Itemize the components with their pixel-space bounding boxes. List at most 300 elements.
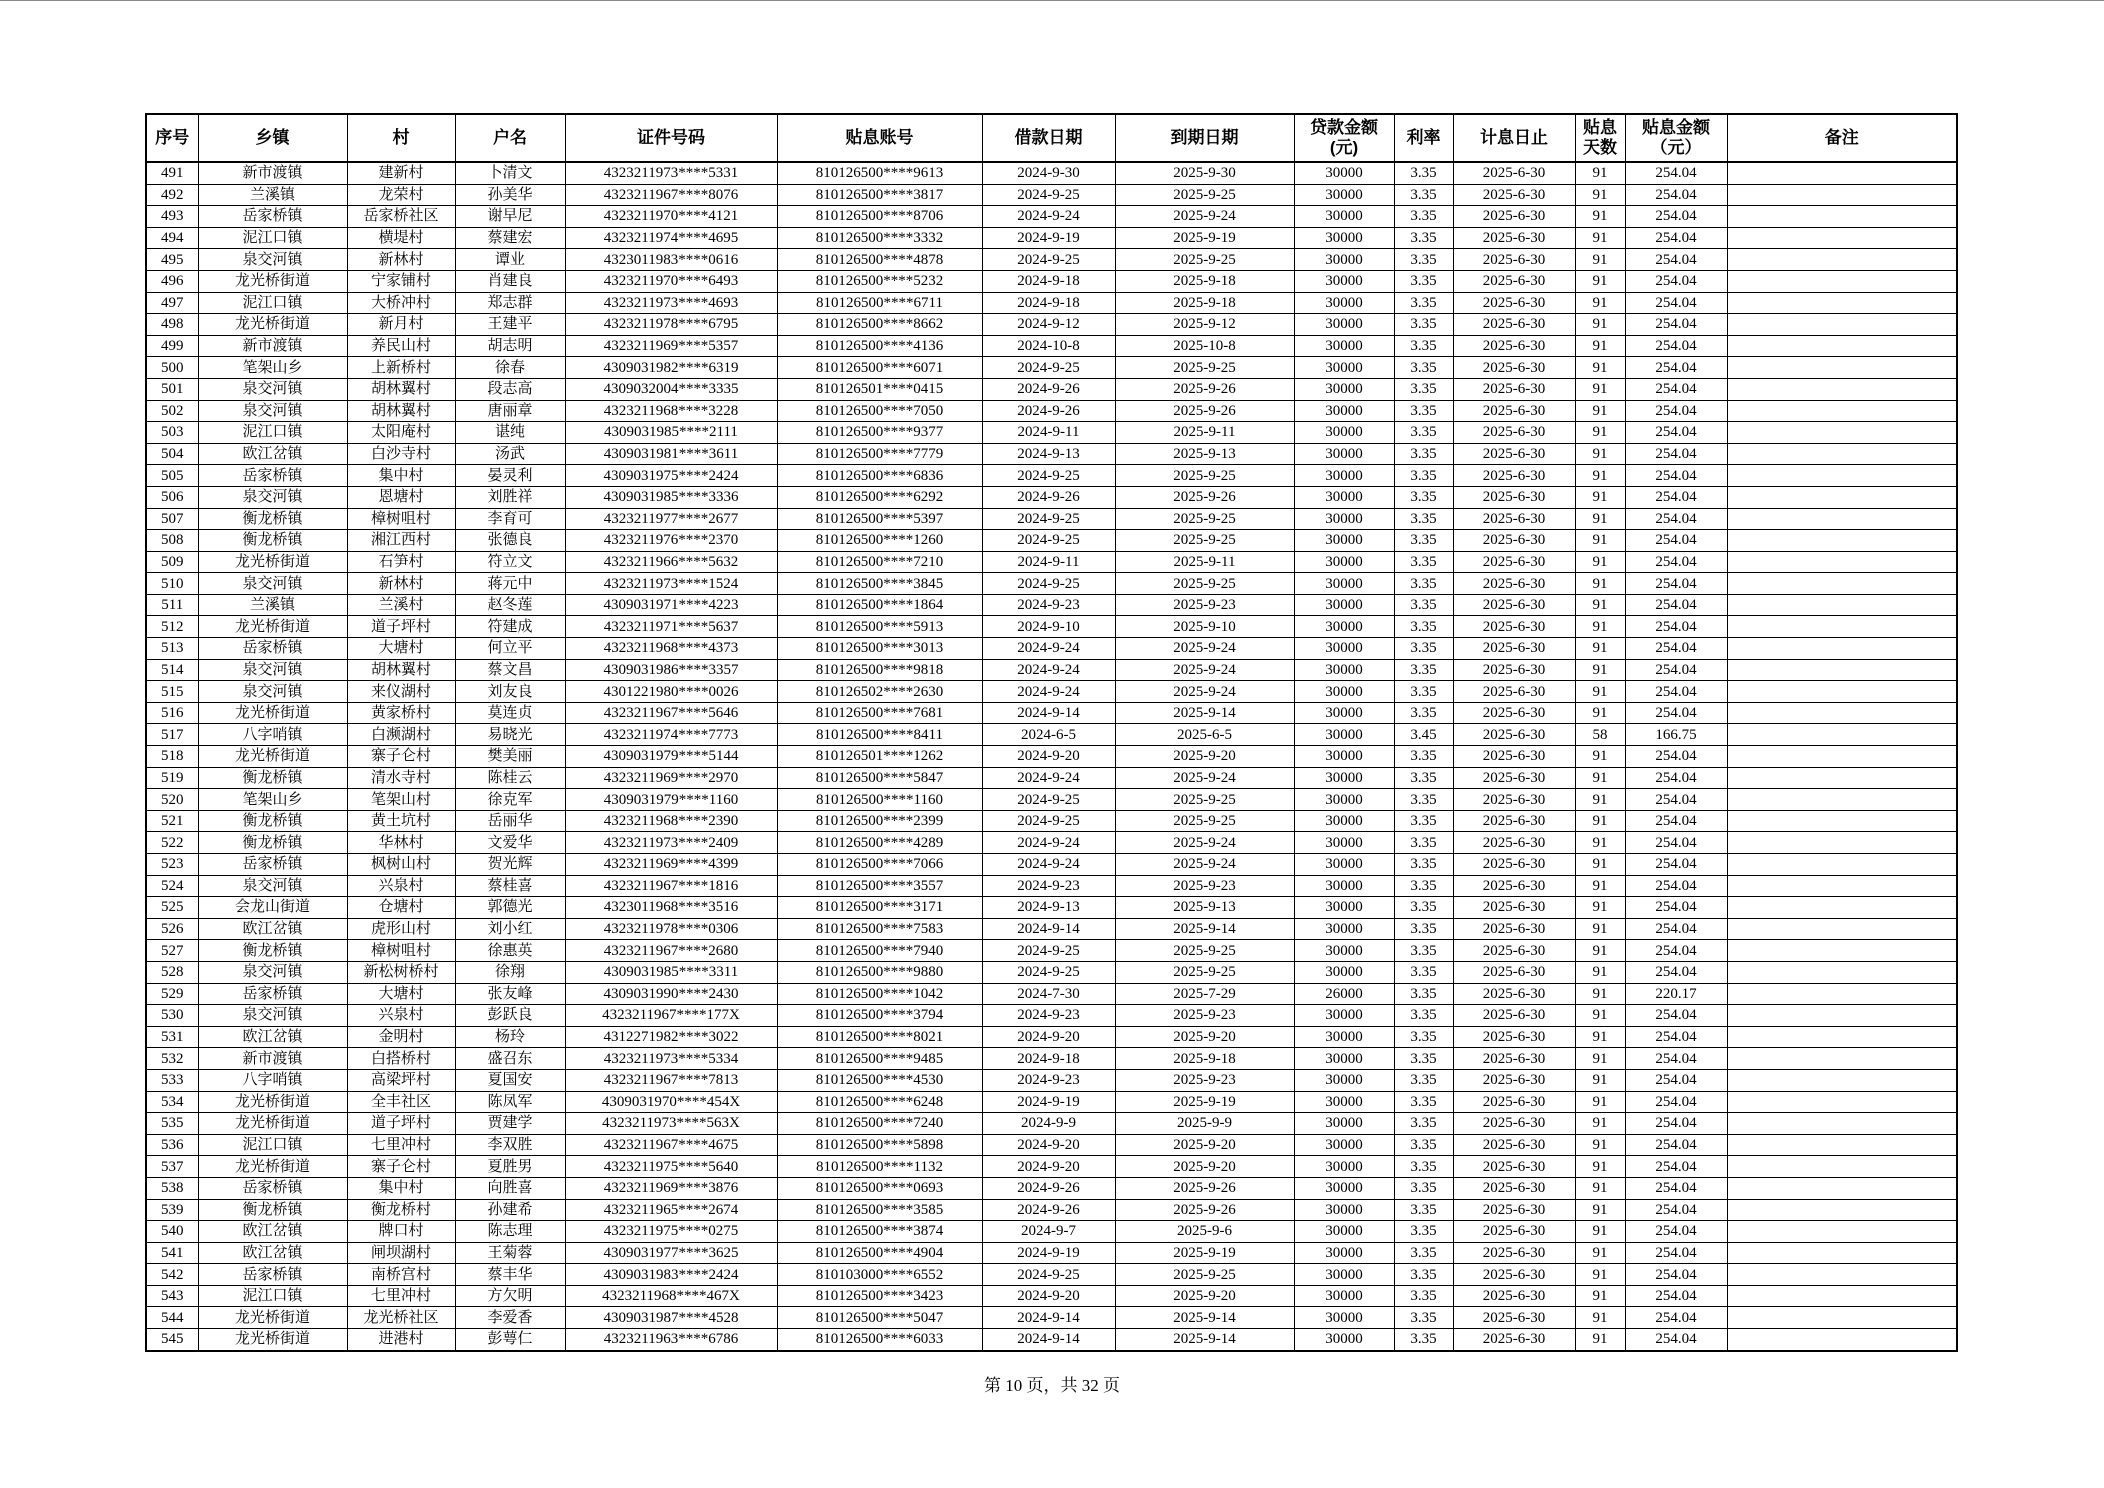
cell-town: 岳家桥镇 <box>198 1264 347 1286</box>
cell-village: 金明村 <box>347 1026 455 1048</box>
table-row <box>146 961 1957 983</box>
table-row <box>146 422 1957 444</box>
cell-index: 517 <box>146 724 198 746</box>
cell-rate: 3.35 <box>1394 162 1453 184</box>
cell-id-number: 4309031985****3336 <box>565 486 777 508</box>
cell-village: 兴泉村 <box>347 1005 455 1027</box>
cell-id-number: 4323211967****4675 <box>565 1134 777 1156</box>
cell-due-date: 2025-9-19 <box>1115 227 1294 249</box>
cell-subsidy-amount: 254.04 <box>1625 897 1727 919</box>
cell-loan-date: 2024-9-12 <box>982 314 1115 336</box>
cell-subsidy-days: 91 <box>1575 227 1625 249</box>
cell-rate: 3.35 <box>1394 443 1453 465</box>
cell-remark <box>1727 1285 1957 1307</box>
cell-loan-date: 2024-9-23 <box>982 594 1115 616</box>
cell-household-name: 郭德光 <box>455 897 565 919</box>
cell-household-name: 蒋元中 <box>455 573 565 595</box>
cell-loan-date: 2024-9-24 <box>982 854 1115 876</box>
table-row <box>146 206 1957 228</box>
cell-household-name: 张德良 <box>455 530 565 552</box>
cell-index: 491 <box>146 162 198 184</box>
cell-village: 湘江西村 <box>347 530 455 552</box>
cell-town: 岳家桥镇 <box>198 206 347 228</box>
cell-loan-date: 2024-9-19 <box>982 227 1115 249</box>
cell-loan-amount: 30000 <box>1294 378 1394 400</box>
cell-index: 525 <box>146 897 198 919</box>
cell-subsidy-days: 91 <box>1575 940 1625 962</box>
cell-interest-end-date: 2025-6-30 <box>1453 1091 1575 1113</box>
cell-subsidy-account: 810126500****5913 <box>777 616 982 638</box>
cell-subsidy-amount: 254.04 <box>1625 961 1727 983</box>
cell-rate: 3.35 <box>1394 508 1453 530</box>
cell-id-number: 4309031977****3625 <box>565 1242 777 1264</box>
cell-rate: 3.35 <box>1394 1048 1453 1070</box>
cell-remark <box>1727 1026 1957 1048</box>
cell-subsidy-amount: 254.04 <box>1625 1026 1727 1048</box>
cell-loan-amount: 30000 <box>1294 270 1394 292</box>
cell-id-number: 4323211967****2680 <box>565 940 777 962</box>
cell-id-number: 4323011983****0616 <box>565 249 777 271</box>
cell-subsidy-amount: 254.04 <box>1625 206 1727 228</box>
cell-town: 泥江口镇 <box>198 292 347 314</box>
cell-subsidy-amount: 254.04 <box>1625 854 1727 876</box>
cell-subsidy-amount: 254.04 <box>1625 681 1727 703</box>
cell-id-number: 4323211978****6795 <box>565 314 777 336</box>
cell-due-date: 2025-9-9 <box>1115 1113 1294 1135</box>
cell-subsidy-amount: 254.04 <box>1625 767 1727 789</box>
cell-id-number: 4323211971****5637 <box>565 616 777 638</box>
cell-remark <box>1727 486 1957 508</box>
cell-loan-date: 2024-9-23 <box>982 875 1115 897</box>
cell-due-date: 2025-9-18 <box>1115 1048 1294 1070</box>
cell-rate: 3.35 <box>1394 335 1453 357</box>
cell-subsidy-amount: 254.04 <box>1625 1199 1727 1221</box>
cell-village: 大塘村 <box>347 983 455 1005</box>
cell-subsidy-account: 810126500****9880 <box>777 961 982 983</box>
cell-due-date: 2025-9-11 <box>1115 551 1294 573</box>
cell-due-date: 2025-9-23 <box>1115 1005 1294 1027</box>
cell-index: 509 <box>146 551 198 573</box>
cell-subsidy-amount: 220.17 <box>1625 983 1727 1005</box>
cell-subsidy-amount: 254.04 <box>1625 918 1727 940</box>
cell-town: 龙光桥街道 <box>198 314 347 336</box>
cell-village: 七里冲村 <box>347 1134 455 1156</box>
cell-village: 兰溪村 <box>347 594 455 616</box>
cell-index: 508 <box>146 530 198 552</box>
cell-index: 499 <box>146 335 198 357</box>
cell-index: 501 <box>146 378 198 400</box>
header-subsidy-days: 贴息 天数 <box>1575 114 1625 162</box>
cell-subsidy-days: 91 <box>1575 206 1625 228</box>
cell-subsidy-days: 91 <box>1575 400 1625 422</box>
cell-subsidy-amount: 254.04 <box>1625 594 1727 616</box>
cell-rate: 3.35 <box>1394 897 1453 919</box>
cell-town: 兰溪镇 <box>198 594 347 616</box>
cell-subsidy-days: 91 <box>1575 1048 1625 1070</box>
cell-interest-end-date: 2025-6-30 <box>1453 616 1575 638</box>
table-row <box>146 1134 1957 1156</box>
cell-id-number: 4323211975****0275 <box>565 1221 777 1243</box>
cell-village: 闸坝湖村 <box>347 1242 455 1264</box>
cell-id-number: 4323211967****5646 <box>565 702 777 724</box>
cell-town: 龙光桥街道 <box>198 1113 347 1135</box>
cell-town: 衡龙桥镇 <box>198 767 347 789</box>
cell-interest-end-date: 2025-6-30 <box>1453 1242 1575 1264</box>
cell-subsidy-amount: 254.04 <box>1625 249 1727 271</box>
cell-loan-amount: 30000 <box>1294 832 1394 854</box>
table-row <box>146 573 1957 595</box>
table-row <box>146 638 1957 660</box>
cell-remark <box>1727 1005 1957 1027</box>
cell-index: 541 <box>146 1242 198 1264</box>
cell-village: 虎形山村 <box>347 918 455 940</box>
cell-id-number: 4323211977****2677 <box>565 508 777 530</box>
cell-due-date: 2025-9-26 <box>1115 400 1294 422</box>
cell-household-name: 赵冬莲 <box>455 594 565 616</box>
cell-loan-amount: 30000 <box>1294 443 1394 465</box>
cell-town: 泉交河镇 <box>198 1005 347 1027</box>
cell-subsidy-amount: 254.04 <box>1625 508 1727 530</box>
header-row <box>146 114 1957 162</box>
cell-due-date: 2025-9-20 <box>1115 1134 1294 1156</box>
cell-household-name: 夏国安 <box>455 1069 565 1091</box>
cell-remark <box>1727 702 1957 724</box>
cell-subsidy-account: 810126500****9818 <box>777 659 982 681</box>
cell-loan-amount: 30000 <box>1294 465 1394 487</box>
cell-id-number: 4323211968****3228 <box>565 400 777 422</box>
cell-loan-date: 2024-9-25 <box>982 961 1115 983</box>
cell-rate: 3.35 <box>1394 1134 1453 1156</box>
cell-remark <box>1727 1329 1957 1351</box>
cell-household-name: 唐丽章 <box>455 400 565 422</box>
cell-due-date: 2025-9-25 <box>1115 789 1294 811</box>
cell-household-name: 陈凤军 <box>455 1091 565 1113</box>
table-row <box>146 1048 1957 1070</box>
cell-loan-amount: 30000 <box>1294 1285 1394 1307</box>
cell-interest-end-date: 2025-6-30 <box>1453 1199 1575 1221</box>
cell-remark <box>1727 1199 1957 1221</box>
cell-id-number: 4309031979****5144 <box>565 746 777 768</box>
table-row <box>146 746 1957 768</box>
cell-subsidy-account: 810126500****1260 <box>777 530 982 552</box>
cell-index: 503 <box>146 422 198 444</box>
cell-index: 542 <box>146 1264 198 1286</box>
cell-subsidy-days: 91 <box>1575 508 1625 530</box>
cell-rate: 3.35 <box>1394 249 1453 271</box>
cell-village: 新林村 <box>347 573 455 595</box>
cell-id-number: 4323211969****3876 <box>565 1177 777 1199</box>
cell-rate: 3.35 <box>1394 1026 1453 1048</box>
cell-id-number: 4309031981****3611 <box>565 443 777 465</box>
cell-household-name: 张友峰 <box>455 983 565 1005</box>
cell-town: 衡龙桥镇 <box>198 810 347 832</box>
cell-interest-end-date: 2025-6-30 <box>1453 292 1575 314</box>
cell-subsidy-days: 91 <box>1575 810 1625 832</box>
cell-loan-date: 2024-9-25 <box>982 789 1115 811</box>
cell-loan-amount: 30000 <box>1294 594 1394 616</box>
cell-town: 岳家桥镇 <box>198 854 347 876</box>
cell-subsidy-amount: 254.04 <box>1625 465 1727 487</box>
cell-household-name: 岳丽华 <box>455 810 565 832</box>
cell-loan-amount: 30000 <box>1294 789 1394 811</box>
cell-village: 黄家桥村 <box>347 702 455 724</box>
cell-rate: 3.35 <box>1394 270 1453 292</box>
cell-loan-amount: 30000 <box>1294 530 1394 552</box>
cell-subsidy-amount: 166.75 <box>1625 724 1727 746</box>
cell-subsidy-amount: 254.04 <box>1625 875 1727 897</box>
cell-village: 清水寺村 <box>347 767 455 789</box>
cell-rate: 3.35 <box>1394 573 1453 595</box>
cell-subsidy-account: 810126500****9485 <box>777 1048 982 1070</box>
cell-subsidy-account: 810126500****8662 <box>777 314 982 336</box>
cell-interest-end-date: 2025-6-30 <box>1453 551 1575 573</box>
cell-town: 新市渡镇 <box>198 1048 347 1070</box>
cell-loan-date: 2024-9-9 <box>982 1113 1115 1135</box>
cell-subsidy-account: 810126500****7681 <box>777 702 982 724</box>
cell-household-name: 徐惠英 <box>455 940 565 962</box>
cell-subsidy-amount: 254.04 <box>1625 551 1727 573</box>
cell-subsidy-days: 91 <box>1575 1177 1625 1199</box>
cell-id-number: 4323211973****4693 <box>565 292 777 314</box>
cell-loan-amount: 30000 <box>1294 616 1394 638</box>
header-rate: 利率 <box>1394 114 1453 162</box>
cell-loan-amount: 30000 <box>1294 767 1394 789</box>
cell-household-name: 肖建良 <box>455 270 565 292</box>
cell-due-date: 2025-9-14 <box>1115 702 1294 724</box>
table-row <box>146 1221 1957 1243</box>
table-row <box>146 1005 1957 1027</box>
cell-subsidy-days: 91 <box>1575 1242 1625 1264</box>
cell-index: 504 <box>146 443 198 465</box>
cell-remark <box>1727 724 1957 746</box>
table-row <box>146 616 1957 638</box>
cell-index: 539 <box>146 1199 198 1221</box>
cell-rate: 3.35 <box>1394 1005 1453 1027</box>
cell-rate: 3.35 <box>1394 940 1453 962</box>
cell-subsidy-account: 810126500****7066 <box>777 854 982 876</box>
cell-subsidy-days: 91 <box>1575 659 1625 681</box>
cell-loan-date: 2024-9-26 <box>982 486 1115 508</box>
header-town: 乡镇 <box>198 114 347 162</box>
cell-village: 胡林翼村 <box>347 659 455 681</box>
cell-subsidy-account: 810126500****7210 <box>777 551 982 573</box>
cell-index: 530 <box>146 1005 198 1027</box>
cell-interest-end-date: 2025-6-30 <box>1453 1307 1575 1329</box>
cell-subsidy-amount: 254.04 <box>1625 335 1727 357</box>
cell-index: 522 <box>146 832 198 854</box>
cell-rate: 3.35 <box>1394 486 1453 508</box>
table-row <box>146 443 1957 465</box>
cell-town: 泥江口镇 <box>198 1134 347 1156</box>
cell-rate: 3.35 <box>1394 1221 1453 1243</box>
cell-loan-amount: 30000 <box>1294 335 1394 357</box>
cell-loan-date: 2024-9-18 <box>982 292 1115 314</box>
cell-interest-end-date: 2025-6-30 <box>1453 810 1575 832</box>
cell-remark <box>1727 1048 1957 1070</box>
cell-loan-amount: 30000 <box>1294 875 1394 897</box>
cell-subsidy-days: 91 <box>1575 551 1625 573</box>
cell-subsidy-amount: 254.04 <box>1625 702 1727 724</box>
cell-loan-date: 2024-9-23 <box>982 1069 1115 1091</box>
cell-loan-amount: 30000 <box>1294 486 1394 508</box>
cell-due-date: 2025-10-8 <box>1115 335 1294 357</box>
cell-subsidy-days: 91 <box>1575 1221 1625 1243</box>
cell-index: 520 <box>146 789 198 811</box>
cell-rate: 3.35 <box>1394 1177 1453 1199</box>
cell-loan-amount: 30000 <box>1294 1329 1394 1351</box>
cell-village: 樟树咀村 <box>347 508 455 530</box>
cell-interest-end-date: 2025-6-30 <box>1453 594 1575 616</box>
cell-subsidy-account: 810126500****0693 <box>777 1177 982 1199</box>
cell-loan-amount: 30000 <box>1294 206 1394 228</box>
cell-loan-amount: 30000 <box>1294 918 1394 940</box>
cell-subsidy-account: 810126500****4530 <box>777 1069 982 1091</box>
cell-interest-end-date: 2025-6-30 <box>1453 378 1575 400</box>
cell-town: 新市渡镇 <box>198 335 347 357</box>
cell-loan-amount: 30000 <box>1294 1005 1394 1027</box>
cell-subsidy-days: 91 <box>1575 573 1625 595</box>
cell-interest-end-date: 2025-6-30 <box>1453 832 1575 854</box>
cell-interest-end-date: 2025-6-30 <box>1453 961 1575 983</box>
cell-rate: 3.35 <box>1394 184 1453 206</box>
cell-town: 泉交河镇 <box>198 961 347 983</box>
cell-due-date: 2025-9-24 <box>1115 832 1294 854</box>
table-row <box>146 378 1957 400</box>
cell-subsidy-account: 810126500****5047 <box>777 1307 982 1329</box>
cell-subsidy-account: 810126500****1160 <box>777 789 982 811</box>
cell-loan-amount: 30000 <box>1294 1264 1394 1286</box>
cell-due-date: 2025-9-24 <box>1115 854 1294 876</box>
cell-subsidy-amount: 254.04 <box>1625 940 1727 962</box>
cell-rate: 3.35 <box>1394 1285 1453 1307</box>
cell-village: 养民山村 <box>347 335 455 357</box>
cell-due-date: 2025-9-25 <box>1115 573 1294 595</box>
cell-loan-amount: 30000 <box>1294 1113 1394 1135</box>
cell-village: 集中村 <box>347 465 455 487</box>
cell-rate: 3.35 <box>1394 227 1453 249</box>
cell-loan-date: 2024-9-25 <box>982 357 1115 379</box>
cell-id-number: 4323211975****5640 <box>565 1156 777 1178</box>
cell-index: 500 <box>146 357 198 379</box>
table-row <box>146 1177 1957 1199</box>
cell-household-name: 陈志理 <box>455 1221 565 1243</box>
cell-remark <box>1727 400 1957 422</box>
cell-id-number: 4309031990****2430 <box>565 983 777 1005</box>
cell-village: 华林村 <box>347 832 455 854</box>
cell-loan-amount: 30000 <box>1294 1242 1394 1264</box>
cell-town: 衡龙桥镇 <box>198 530 347 552</box>
cell-household-name: 方欠明 <box>455 1285 565 1307</box>
cell-subsidy-days: 91 <box>1575 184 1625 206</box>
cell-due-date: 2025-9-10 <box>1115 616 1294 638</box>
cell-id-number: 4323211968****2390 <box>565 810 777 832</box>
cell-subsidy-account: 810126500****9377 <box>777 422 982 444</box>
cell-remark <box>1727 292 1957 314</box>
cell-subsidy-amount: 254.04 <box>1625 227 1727 249</box>
cell-subsidy-account: 810126502****2630 <box>777 681 982 703</box>
cell-town: 泉交河镇 <box>198 681 347 703</box>
cell-subsidy-account: 810126500****6711 <box>777 292 982 314</box>
table-row <box>146 1307 1957 1329</box>
cell-index: 515 <box>146 681 198 703</box>
cell-loan-date: 2024-6-5 <box>982 724 1115 746</box>
cell-household-name: 刘友良 <box>455 681 565 703</box>
cell-rate: 3.35 <box>1394 1091 1453 1113</box>
table-row <box>146 940 1957 962</box>
cell-index: 512 <box>146 616 198 638</box>
cell-remark <box>1727 918 1957 940</box>
cell-loan-date: 2024-9-24 <box>982 832 1115 854</box>
cell-subsidy-days: 91 <box>1575 789 1625 811</box>
cell-remark <box>1727 875 1957 897</box>
cell-subsidy-amount: 254.04 <box>1625 659 1727 681</box>
cell-subsidy-account: 810126500****6292 <box>777 486 982 508</box>
cell-interest-end-date: 2025-6-30 <box>1453 724 1575 746</box>
cell-remark <box>1727 335 1957 357</box>
subsidy-table <box>145 113 1958 1352</box>
cell-household-name: 王建平 <box>455 314 565 336</box>
cell-loan-amount: 30000 <box>1294 810 1394 832</box>
cell-loan-date: 2024-9-18 <box>982 270 1115 292</box>
cell-subsidy-amount: 254.04 <box>1625 746 1727 768</box>
table-row <box>146 1199 1957 1221</box>
cell-rate: 3.35 <box>1394 1199 1453 1221</box>
table-row <box>146 983 1957 1005</box>
cell-loan-amount: 30000 <box>1294 1221 1394 1243</box>
cell-rate: 3.35 <box>1394 918 1453 940</box>
cell-due-date: 2025-9-23 <box>1115 1069 1294 1091</box>
page-number: 第 10 页，共 32 页 <box>984 1376 1120 1395</box>
cell-town: 龙光桥街道 <box>198 1329 347 1351</box>
cell-household-name: 卜清文 <box>455 162 565 184</box>
cell-village: 道子坪村 <box>347 616 455 638</box>
cell-subsidy-account: 810126500****1042 <box>777 983 982 1005</box>
cell-subsidy-amount: 254.04 <box>1625 1134 1727 1156</box>
cell-subsidy-account: 810103000****6552 <box>777 1264 982 1286</box>
cell-subsidy-days: 91 <box>1575 1156 1625 1178</box>
cell-household-name: 夏胜男 <box>455 1156 565 1178</box>
cell-rate: 3.35 <box>1394 638 1453 660</box>
cell-subsidy-amount: 254.04 <box>1625 1156 1727 1178</box>
cell-town: 衡龙桥镇 <box>198 940 347 962</box>
cell-rate: 3.35 <box>1394 961 1453 983</box>
cell-loan-amount: 30000 <box>1294 1199 1394 1221</box>
cell-subsidy-account: 810126500****8706 <box>777 206 982 228</box>
cell-subsidy-days: 91 <box>1575 746 1625 768</box>
cell-subsidy-account: 810126500****9613 <box>777 162 982 184</box>
cell-village: 寨子仑村 <box>347 746 455 768</box>
cell-due-date: 2025-9-30 <box>1115 162 1294 184</box>
cell-village: 樟树咀村 <box>347 940 455 962</box>
cell-subsidy-days: 91 <box>1575 897 1625 919</box>
table-row <box>146 184 1957 206</box>
header-index: 序号 <box>146 114 198 162</box>
cell-rate: 3.35 <box>1394 465 1453 487</box>
cell-town: 龙光桥街道 <box>198 1307 347 1329</box>
cell-rate: 3.35 <box>1394 832 1453 854</box>
cell-loan-amount: 30000 <box>1294 854 1394 876</box>
cell-subsidy-amount: 254.04 <box>1625 314 1727 336</box>
cell-loan-amount: 30000 <box>1294 1134 1394 1156</box>
cell-town: 泥江口镇 <box>198 422 347 444</box>
cell-subsidy-days: 91 <box>1575 1307 1625 1329</box>
cell-rate: 3.45 <box>1394 724 1453 746</box>
table-body <box>146 162 1957 1351</box>
cell-interest-end-date: 2025-6-30 <box>1453 1069 1575 1091</box>
cell-rate: 3.35 <box>1394 530 1453 552</box>
cell-loan-date: 2024-9-24 <box>982 767 1115 789</box>
cell-due-date: 2025-9-11 <box>1115 422 1294 444</box>
